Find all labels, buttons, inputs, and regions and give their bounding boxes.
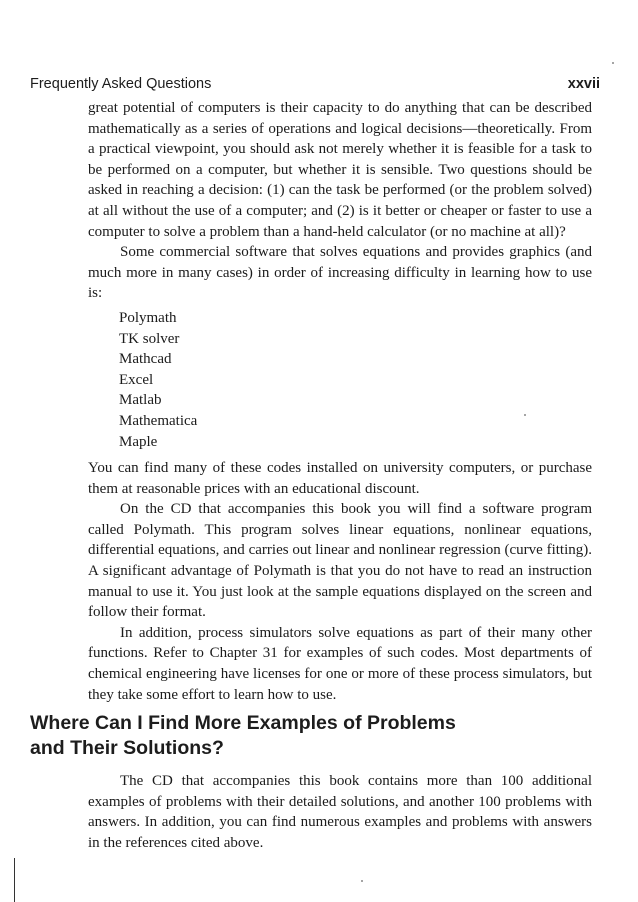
paragraph-commercial-software: Some commercial software that solves equations and provides graphics (and much more in many cases) in order of increasing difficulty in learning how to use is: (88, 244, 592, 302)
paragraph-process-simulators: In addition, process simulators solve equations as part of their many other functions. Refer to Chapter 31 for examples of such codes. Most departments of chemical engineering have licenses for one or more of these process simulators, but they take some effort to learn how to use. (88, 624, 592, 703)
scan-speck (361, 880, 363, 882)
paragraph-polymath: On the CD that accompanies this book you will find a software program called Polymath. This program solves linear equations, nonlinear equations, differential equations, and carries out linear and nonlinear regression (curve fitting). A significant advantage of Polymath is that you do not have to read an instruction manual to use it. You just look at the sample equations displayed on the screen and follow their format. (88, 501, 592, 621)
list-item: Polymath (119, 309, 177, 326)
section-heading-line-2: and Their Solutions? (30, 737, 224, 759)
margin-rule (14, 858, 15, 902)
paragraph-cd-examples: The CD that accompanies this book contains more than 100 additional examples of problems with their detailed solutions, and another 100 problems with answers. In addition, you can find numerous examples and problems with answers in the references cited above. (88, 773, 592, 851)
list-item: TK solver (119, 330, 180, 347)
paragraph-computers-capacity: great potential of computers is their capacity to do anything that can be described mathematically as a series of operations and logical decisions—theoretically. From a practical viewpoint, you should ask not merely whether it is feasible for a task to be performed on a computer, but whether it is sensible. Two questions should be asked in reaching a decision: (1) can the task be performed (or the problem solved) at all without the use of a computer; and (2) is it better or cheaper or faster to use a computer to solve a problem than a hand-held calculator (or no machine at all)? (88, 100, 592, 240)
running-title: Frequently Asked Questions (30, 76, 212, 92)
list-item: Mathematica (119, 412, 198, 429)
section-heading-line-1: Where Can I Find More Examples of Problems (30, 712, 456, 734)
software-list (119, 308, 592, 452)
scan-speck (524, 414, 526, 416)
section-heading (30, 711, 590, 761)
list-item: Mathcad (119, 351, 172, 368)
list-item: Maple (119, 433, 158, 450)
paragraph-university-computers: You can find many of these codes installed on university computers, or purchase them at reasonable prices with an educational discount. (88, 460, 592, 497)
main-body-text (88, 98, 592, 705)
list-item: Matlab (119, 392, 162, 409)
page-number: xxvii (567, 76, 600, 92)
list-item: Excel (119, 371, 154, 388)
examples-body-text (88, 771, 592, 853)
scan-speck (612, 62, 614, 64)
running-header (30, 76, 610, 98)
